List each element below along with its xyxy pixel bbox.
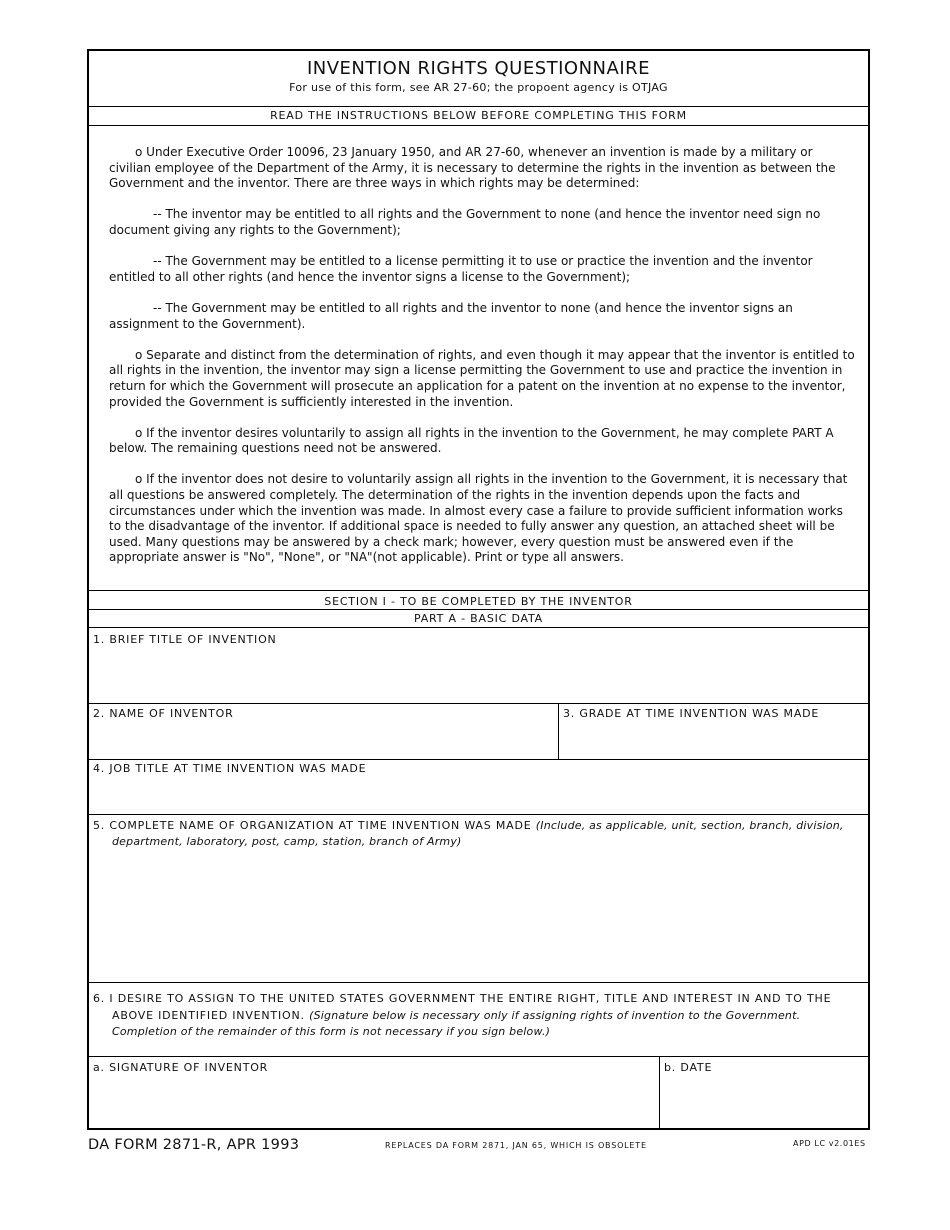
form-header: [89, 51, 868, 107]
organization-label-note: (Include, as applicable, unit, section, branch, division, department, laboratory, post, camp, station, branch of Army): [112, 819, 844, 848]
divider: [89, 982, 868, 983]
version-label: APD LC v2.01ES: [793, 1139, 866, 1148]
instructions-bar: READ THE INSTRUCTIONS BELOW BEFORE COMPLETING THIS FORM: [89, 106, 868, 126]
form-id: DA FORM 2871-R, APR 1993: [88, 1137, 300, 1153]
instruction-paragraph: o If the inventor does not desire to voluntarily assign all rights in the invention to the Government, it is necessary that all questions be answered completely. The determination of the rights in the invention depends upon the facts and circumstances under which the invention was made. In almost every case a failure to provide sufficient information works to the disadvantage of the inventor. If additional space is needed to fully answer any question, an attached sheet will be used. Many questions may be answered by a check mark; however, every question must be answered even if the appropriate answer is "No", "None", or "NA"(not applicable). Print or type all answers.: [109, 472, 848, 565]
brief-title-label: 1. BRIEF TITLE OF INVENTION: [93, 633, 277, 646]
organization-input[interactable]: [93, 857, 867, 981]
signature-label: a. SIGNATURE OF INVENTOR: [93, 1061, 269, 1074]
instruction-paragraph: o If the inventor desires voluntarily to assign all rights in the invention to the Government, he may complete PART A below. The remaining questions need not be answered.: [109, 425, 834, 456]
instruction-paragraph: -- The Government may be entitled to a license permitting it to use or practice the invention and the inventor entitled to all other rights (and hence the inventor signs a license to the Government);: [109, 254, 813, 284]
section-title: SECTION I - TO BE COMPLETED BY THE INVENTOR: [89, 592, 868, 610]
grade-input[interactable]: [563, 725, 867, 757]
instruction-paragraph: -- The Government may be entitled to all rights and the inventor to none (and hence the inventor signs an assignment to the Government).: [109, 300, 793, 331]
organization-label: [93, 818, 852, 850]
divider: [659, 1056, 660, 1130]
divider: [89, 1056, 868, 1057]
divider: [558, 703, 559, 759]
assignment-statement: [93, 991, 852, 1041]
inventor-name-label: 2. NAME OF INVENTOR: [93, 707, 234, 720]
form-frame: [87, 49, 870, 1130]
inventor-name-input[interactable]: [93, 725, 557, 757]
form-title: INVENTION RIGHTS QUESTIONNAIRE: [306, 58, 651, 79]
replaces-note: REPLACES DA FORM 2871, JAN 65, WHICH IS OBSOLETE: [385, 1141, 647, 1150]
assignment-statement-note: (Signature below is necessary only if assigning rights of invention to the Government. Completion of the remainder of this form is not necessary if you sign below.): [112, 1008, 801, 1038]
assignment-statement-text: 6. I DESIRE TO ASSIGN TO THE UNITED STATES GOVERNMENT THE ENTIRE RIGHT, TITLE AND INTEREST IN AND TO THE ABOVE IDENTIFIED INVENTION.: [93, 992, 832, 1022]
divider: [89, 590, 868, 591]
signature-field[interactable]: [93, 1079, 653, 1125]
job-title-input[interactable]: [93, 780, 867, 812]
organization-label-text: 5. COMPLETE NAME OF ORGANIZATION AT TIME INVENTION WAS MADE: [93, 819, 532, 832]
instruction-paragraph: -- The inventor may be entitled to all rights and the Government to none (and hence the inventor need sign no document giving any rights to the Government);: [109, 207, 821, 237]
date-input[interactable]: [664, 1079, 868, 1121]
instructions-block: [109, 145, 856, 582]
date-label: b. DATE: [664, 1061, 713, 1074]
divider: [89, 759, 868, 760]
instruction-paragraph: o Under Executive Order 10096, 23 January 1950, and AR 27-60, whenever an invention is made by a military or civilian employee of the Department of the Army, it is necessary to determine the rights in the invention as between the Government and the inventor. There are three ways in which rights may be determined:: [109, 145, 836, 191]
divider: [89, 814, 868, 815]
form-subtitle: For use of this form, see AR 27-60; the propoent agency is OTJAG: [289, 81, 668, 94]
part-title: PART A - BASIC DATA: [89, 610, 868, 628]
grade-label: 3. GRADE AT TIME INVENTION WAS MADE: [563, 707, 820, 720]
divider: [89, 703, 868, 704]
instruction-paragraph: o Separate and distinct from the determination of rights, and even though it may appear that the inventor is entitled to all rights in the invention, the inventor may sign a license permitting the Government to use and practice the invention in return for which the Government will prosecute an application for a patent on the invention at no expense to the inventor, provided the Government is sufficiently interested in the invention.: [109, 347, 855, 409]
job-title-label: 4. JOB TITLE AT TIME INVENTION WAS MADE: [93, 762, 367, 775]
brief-title-input[interactable]: [93, 651, 867, 701]
